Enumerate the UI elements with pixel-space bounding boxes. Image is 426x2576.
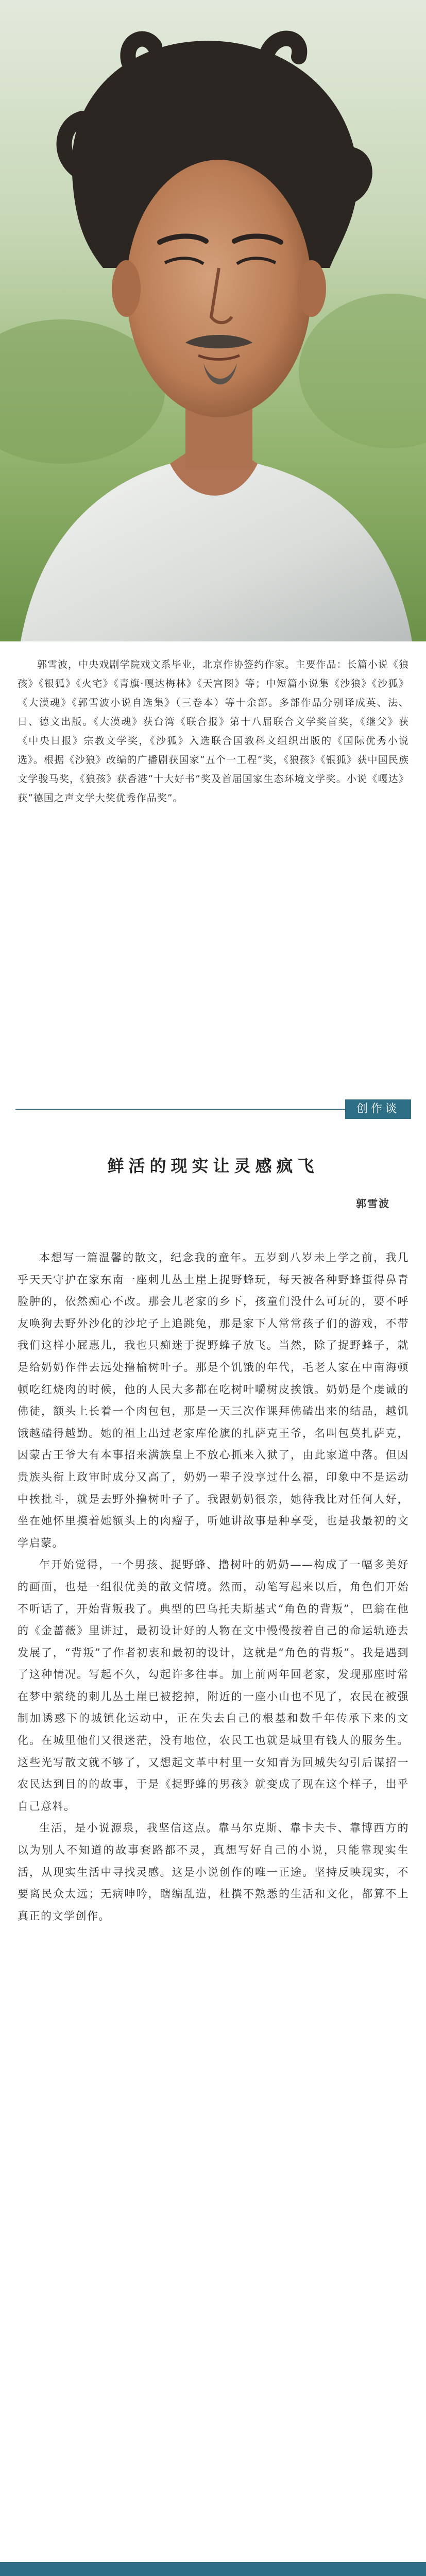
article-body bbox=[18, 1247, 409, 1927]
section-tag: 创作谈 bbox=[345, 1099, 411, 1119]
article-paragraph: 乍开始觉得，一个男孩、捉野蜂、撸树叶的奶奶——构成了一幅多美好的画面，也是一组很优美的散文情境。然而，动笔写起来以后，角色们开始不听话了，开始背叛我了。典型的巴乌托夫斯基式“角色的背叛”，巴翁在他的《金蔷薇》里讲过，最初设计好的人物在文中慢慢按着自己的命运轨迹去发展了，“背叛”了作者初衷和最初的设计，这就是“角色的背叛”。我是遇到了这种情况。写起不久，勾起许多往事。加上前两年回老家，发现那座时常在梦中萦绕的刺儿丛土崖已被挖掉，附近的一座小山也不见了，农民在被强制加诱惑下的城镇化运动中，正在失去自己的根基和数千年传承下来的文化。在城里他们又很迷茫，没有地位，农民工也就是城里有钱人的服务生。这些光写散文就不够了，又想起文革中村里一女知青为回城失勾引后谋招一农民达到目的的故事，于是《捉野蜂的男孩》就变成了现在这个样子，出乎自己意料。 bbox=[18, 1558, 409, 1812]
section-divider bbox=[15, 1109, 345, 1110]
author-photo bbox=[0, 0, 426, 641]
author-portrait-illustration bbox=[0, 0, 426, 641]
article-paragraph: 生活，是小说源泉，我坚信这点。靠马尔克斯、靠卡夫卡、靠博西方的以为别人不知道的故事套路都不灵，真想写好自己的小说，只能靠现实生活，从现实生活中寻找灵感。这是小说创作的唯一正途。坚持反映现实，不要离民众太远；无病呻吟，瞎编乱造，杜撰不熟悉的生活和文化，都算不上真正的文学创作。 bbox=[18, 1822, 409, 1922]
footer-banner bbox=[0, 2562, 426, 2576]
author-bio: 郭雪波，中央戏剧学院戏文系毕业，北京作协签约作家。主要作品：长篇小说《狼孩》《银狐》《火宅》《青旗·嘎达梅林》《天宫图》等；中短篇小说集《沙狼》《沙狐》《大漠魂》《郭雪波小说自选集》（三卷本）等十余部。多部作品分别译成英、法、日、德文出版。《大漠魂》获台湾《联合报》第十八届联合文学奖首奖，《继父》获《中央日报》宗教文学奖，《沙狐》入选联合国教科文组织出版的《国际优秀小说选》。根据《沙狼》改编的广播剧获国家“五个一工程”奖，《狼孩》《银狐》获中国民族文学骏马奖，《狼孩》获香港“十大好书”奖及首届国家生态环境文学奖。小说《嘎达》获“德国之声文学大奖优秀作品奖”。 bbox=[18, 659, 409, 804]
article-author: 郭雪波 bbox=[356, 1197, 390, 1210]
article-title: 鲜活的现实让灵感疯飞 bbox=[107, 1156, 319, 1176]
article-paragraph: 本想写一篇温馨的散文，纪念我的童年。五岁到八岁未上学之前，我几乎天天守护在家东南一座刺儿丛土崖上捉野蜂玩，每天被各种野蜂蜇得鼻青脸肿的，依然痴心不改。那会儿老家的乡下，孩童们没什么可玩的，要不呼友唤狗去野外沙化的沙坨子上追跳兔，那是家下人常常孩子们的游戏，不带我们这样小屁惠儿，我也只痴迷于捉野蜂子放飞。当然，除了捉野蜂子，就是给奶奶作伴去远处撸榆树叶子。那是个饥饿的年代，毛老人家在中南海顿顿吃红烧肉的时候，他的人民大多都在吃树叶嚼树皮挨饿。奶奶是个虔诚的佛徒，额头上长着一个肉包包，那是一天三次作课拜佛磕出来的结晶，越饥饿越磕得越勤。她的祖上出过老家库伦旗的扎萨克王爷，名叫包莫扎萨克，因蒙古王爷大有本事招来满族皇上不放心抓来入狱了，由此家道中落。但因贵族头衔上政审时成分又高了，奶奶一辈子没享过什么福，印象中不是运动中挨批斗，就是去野外撸树叶子了。我跟奶奶很亲，她待我比对任何人好，坐在她怀里摸着她额头上的肉瘤子，听她讲故事是种享受，也是我最初的文学启蒙。 bbox=[18, 1251, 409, 1549]
